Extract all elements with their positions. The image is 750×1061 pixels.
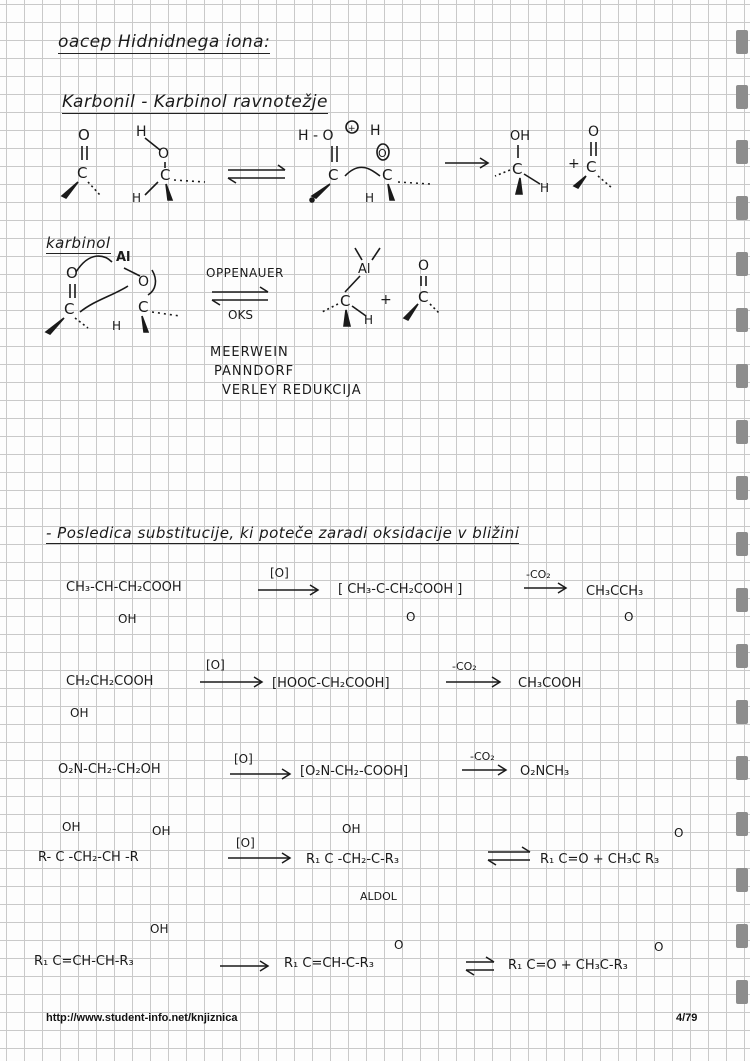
r2-reagent1: [O] — [206, 658, 225, 672]
svg-text:C: C — [64, 300, 75, 318]
section-heading-ravnotezje: Karbonil - Karbinol ravnotežje — [62, 92, 328, 112]
svg-text:O: O — [78, 126, 90, 144]
svg-text:H: H — [365, 191, 375, 205]
svg-text:C: C — [586, 158, 597, 176]
svg-text:+: + — [568, 156, 580, 172]
svg-text:C: C — [382, 166, 393, 184]
svg-text:C: C — [340, 292, 351, 310]
r1-product: CH₃CCH₃ — [586, 584, 644, 599]
oppenauer-label: OPPENAUER — [206, 266, 284, 280]
svg-text:H: H — [364, 313, 374, 327]
svg-text:O: O — [418, 258, 430, 274]
svg-text:H: H — [132, 191, 142, 205]
r4-start: R- C -CH₂-CH -R — [38, 850, 139, 865]
svg-text:C: C — [418, 288, 429, 306]
svg-text:O: O — [158, 146, 170, 162]
r1-start: CH₃-CH-CH₂COOH — [66, 580, 182, 595]
svg-text:O: O — [138, 274, 150, 290]
r4-aldol-label: ALDOL — [360, 890, 397, 903]
oks-label: OKS — [228, 308, 253, 322]
svg-text:H: H — [540, 181, 550, 195]
r3-intermediate: [O₂N-CH₂-COOH] — [300, 764, 409, 779]
page-title: oacep Hidnidnega iona: — [58, 32, 271, 52]
svg-text:H: H — [370, 123, 381, 139]
svg-text:O: O — [378, 147, 387, 160]
svg-text:O: O — [66, 264, 78, 282]
section-heading-posledica: - Posledica substitucije, ki poteče zaradi oksidacije v bližini — [46, 524, 520, 542]
r2-start: CH₂CH₂COOH — [66, 674, 154, 689]
svg-text:C: C — [160, 166, 171, 184]
r1-reagent2: -CO₂ — [526, 568, 551, 581]
svg-text:C: C — [77, 164, 88, 182]
svg-text:C: C — [138, 298, 149, 316]
r4-intermediate-top: OH — [342, 822, 361, 836]
svg-text:+: + — [380, 292, 392, 308]
r2-product: CH₃COOH — [518, 676, 582, 691]
r5-intermediate: R₁ C=CH-C-R₃ — [284, 956, 374, 971]
svg-text:OH: OH — [510, 129, 531, 144]
r5-start: R₁ C=CH-CH-R₃ — [34, 954, 134, 969]
r2-start-sub: OH — [70, 706, 89, 720]
r3-reagent2: -CO₂ — [470, 750, 495, 763]
r1-intermediate: [ CH₃-C-CH₂COOH ] — [338, 582, 463, 597]
footer-url[interactable]: http://www.student-info.net/knjiznica — [46, 1012, 238, 1024]
svg-text:H - O: H - O — [298, 128, 334, 144]
r4-reagent1: [O] — [236, 836, 255, 850]
svg-text:C: C — [512, 160, 523, 178]
r4-intermediate: R₁ C -CH₂-C-R₃ — [306, 852, 400, 867]
page-number: 4/79 — [676, 1012, 698, 1024]
r1-product-sub: O — [624, 610, 634, 624]
reaction-name-line-3: VERLEY REDUKCIJA — [222, 383, 362, 398]
metal-label-right: Al — [358, 262, 371, 277]
r3-start: O₂N-CH₂-CH₂OH — [58, 762, 161, 777]
r5-product: R₁ C=O + CH₃C-R₃ — [508, 958, 628, 973]
r4-product-top: O — [674, 826, 684, 840]
karbinol-label: karbinol — [46, 234, 111, 252]
r3-product: O₂NCH₃ — [520, 764, 570, 779]
r5-intermediate-top: O — [394, 938, 404, 952]
svg-text:H: H — [136, 124, 147, 140]
reaction-name-line-1: MEERWEIN — [210, 345, 289, 360]
r5-product-top: O — [654, 940, 664, 954]
r5-start-top: OH — [150, 922, 169, 936]
svg-text:O: O — [588, 124, 600, 140]
r1-reagent1: [O] — [270, 566, 289, 580]
r4-start-top2: OH — [152, 824, 171, 838]
r1-intermediate-sub: O — [406, 610, 416, 624]
reaction-name-line-2: PANNDORF — [214, 364, 295, 379]
r1-start-sub: OH — [118, 612, 137, 626]
r3-reagent1: [O] — [234, 752, 253, 766]
svg-text:C: C — [328, 166, 339, 184]
r2-intermediate: [HOOC-CH₂COOH] — [272, 676, 390, 691]
metal-label-left: Al — [116, 250, 131, 265]
r2-reagent2: -CO₂ — [452, 660, 477, 673]
svg-text:H: H — [112, 319, 122, 333]
r4-product: R₁ C=O + CH₃C R₃ — [540, 852, 660, 867]
r4-start-top: OH — [62, 820, 81, 834]
svg-text:+: + — [348, 124, 356, 134]
